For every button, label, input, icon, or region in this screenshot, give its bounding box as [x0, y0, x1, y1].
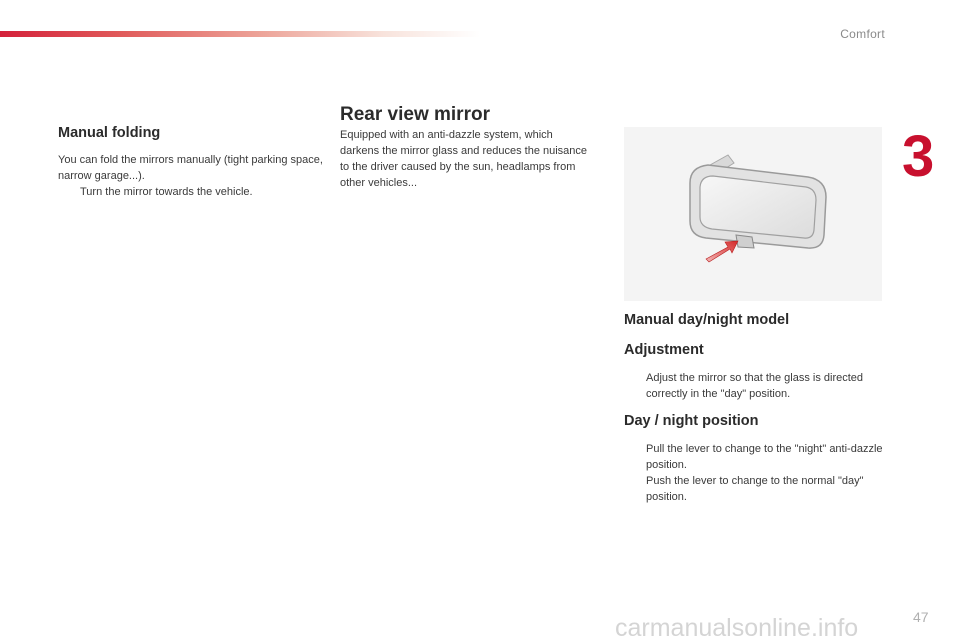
bullet-icon [624, 473, 646, 505]
day-night-position-title: Day / night position [624, 413, 759, 429]
bullet-text: Push the lever to change to the normal "day" position. [646, 475, 864, 503]
manual-day-night-title: Manual day/night model [624, 312, 790, 328]
rear-view-mirror-section [340, 104, 590, 191]
chapter-number: 3 [902, 124, 935, 189]
header-accent-bar [0, 31, 480, 37]
rear-view-mirror-title: Rear view mirror [340, 104, 490, 125]
bullet-icon [58, 184, 80, 200]
list-item [624, 370, 889, 402]
bullet-text: Adjust the mirror so that the glass is directed correctly in the "day" position. [646, 372, 864, 400]
list-item [624, 441, 889, 473]
manual-day-night-section [624, 312, 889, 505]
manual-folding-title: Manual folding [58, 125, 161, 141]
bullet-text: Turn the mirror towards the vehicle. [80, 186, 253, 198]
rear-view-mirror-illustration [624, 127, 882, 301]
page-number: 47 [913, 609, 929, 625]
mirror-icon [624, 127, 882, 301]
bullet-icon [624, 370, 646, 402]
bullet-text: Pull the lever to change to the "night" anti-dazzle position. [646, 443, 883, 471]
manual-folding-text: You can fold the mirrors manually (tight parking space, narrow garage...). [58, 154, 323, 182]
bullet-icon [624, 441, 646, 473]
manual-folding-section [58, 125, 333, 200]
watermark: carmanualsonline.info [615, 614, 859, 642]
rear-view-mirror-text: Equipped with an anti-dazzle system, which darkens the mirror glass and reduces the nuisance to the driver caused by the sun, headlamps from other vehicles... [340, 129, 588, 189]
list-item [58, 184, 333, 200]
list-item [624, 473, 889, 505]
section-title: Comfort [840, 27, 885, 41]
adjustment-title: Adjustment [624, 342, 704, 358]
